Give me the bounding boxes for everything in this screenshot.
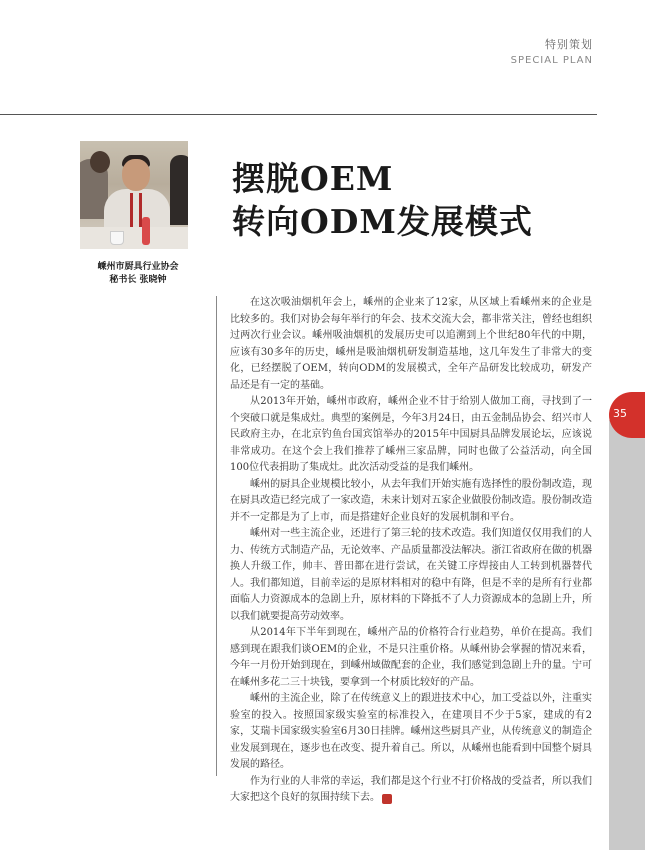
section-title-cn: 特别策划: [545, 38, 593, 51]
paragraph: 从2014年下半年到现在，嵊州产品的价格符合行业趋势，单价在提高。我们感到现在跟我们谈OEM的企业，不是只注重价格。从嵊州协会掌握的情况来看，今年一月份开始到现在，到嵊州域做配套的企业，我们感觉到急剧上升的量。宁可在嵊州多花二三十块钱，要拿到一个材质比较好的产品。: [230, 627, 592, 688]
end-mark-icon: 回: [382, 794, 392, 804]
article-title: [232, 157, 533, 243]
caption-org: 嵊州市厨具行业协会: [97, 262, 179, 272]
section-title-en: SPECIAL PLAN: [510, 55, 593, 66]
caption-role: 秘书长 张晓钟: [109, 275, 167, 285]
interviewee-photo: [80, 141, 188, 249]
paragraph: 在这次吸油烟机年会上，嵊州的企业来了12家，从区域上看嵊州来的企业是比较多的。我们对协会每年举行的年会、技术交流大会，都非常关注，曾经也组织过两次行业会议。嵊州吸油烟机的发展历史可以追溯到上个世纪80年代的中期，应该有30多年的历史，嵊州是吸油烟机研发制造基地，这几年发生了非常大的变化，已经摆脱了OEM，转向ODM的发展模式，全年产品研发比较成功，研发产品还是有一定的基础。: [230, 297, 592, 391]
paragraph: 嵊州对一些主流企业，还进行了第三轮的技术改造。我们知道仅仅用我们的人力、传统方式制造产品，无论效率、产品质量都没法解决。浙江省政府在做的机器换人升级工作，帅丰、普田都在进行尝试，在关键工序焊接由人工转到机器替代人。我们都知道，目前幸运的是原材料相对的稳中有降，但是不幸的是所有行业都面临人力资源成本的急剧上升，原材料的下降抵不了人力资源成本的急剧上升，所以我们就要提高劳动效率。: [230, 528, 592, 622]
photo-caption: [80, 261, 196, 287]
header-divider: [0, 114, 597, 115]
article-body: [230, 295, 592, 807]
page-number: 35: [613, 407, 627, 420]
body-divider: [216, 296, 217, 776]
paragraph-last: [230, 774, 592, 807]
paragraph: 嵊州的主流企业，除了在传统意义上的跟进技术中心，加工受益以外，注重实验室的投入。按照国家级实验室的标准投入，在建项目不少于5家，建成的有2家，艾瑞卡国家级实验室6月30日挂牌。嵊州这些厨具产业，从传统意义的制造企业发展到现在，逐步也在改变、提升着自己。所以，从嵊州也能看到中国整个厨具发展的路径。: [230, 693, 592, 770]
paragraph-text: 作为行业的人非常的幸运，我们都是这个行业不打价格战的受益者，所以我们大家把这个良好的氛围持续下去。: [230, 775, 592, 803]
paragraph: 嵊州的厨具企业规模比较小，从去年我们开始实施有选择性的股份制改造，现在厨具改造已经完成了一家改造，未来计划对五家企业做股份制改造。股份制改造并不一定都是为了上市，而是搭建好企业良好的发展机制和平台。: [230, 478, 592, 523]
side-strip: [609, 420, 645, 850]
title-line-1: 摆脱OEM: [232, 159, 394, 198]
paragraph: 从2013年开始，嵊州市政府，嵊州企业不甘于给别人做加工商，寻找到了一个突破口就是集成灶。典型的案例是，今年3月24日，由五金制品协会、绍兴市人民政府主办，在北京钓鱼台国宾馆举办的2015年中国厨具品牌发展论坛，应该说非常成功。在这个会上我们推荐了嵊州三家品牌，同时也做了公益活动，向全国100位代表捐助了集成灶。此次活动受益的是我们嵊州。: [230, 396, 592, 473]
section-header: [511, 36, 593, 66]
title-line-2: 转向ODM发展模式: [232, 202, 533, 241]
